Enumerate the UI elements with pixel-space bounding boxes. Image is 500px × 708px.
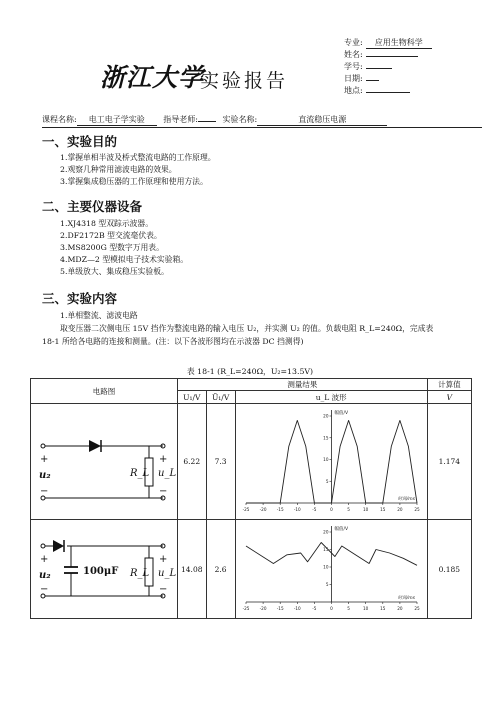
x-tick-label: 15 bbox=[379, 606, 386, 611]
cell-u1-tilde: 7.3 bbox=[206, 404, 235, 520]
y-tick-label: 20 bbox=[322, 529, 329, 535]
section-3-paragraph-cont: 18-1 所给各电路的连接和测量。(注：以下各波形图均在示波器 DC 挡测得) bbox=[42, 337, 304, 346]
x-tick-label: 20 bbox=[396, 606, 403, 611]
y-tick-label: 20 bbox=[322, 413, 329, 419]
y-tick-label: 5 bbox=[325, 478, 329, 484]
y-tick-label: 10 bbox=[322, 564, 329, 570]
x-tick-label: 5 bbox=[346, 606, 350, 611]
section-2-list bbox=[60, 218, 188, 278]
cell-wave-1 bbox=[235, 404, 427, 520]
y-tick-label: 5 bbox=[325, 582, 329, 587]
x-tick-label: 10 bbox=[362, 606, 369, 611]
section-1-title: 一、实验目的 bbox=[42, 134, 118, 149]
measurement-table bbox=[30, 378, 472, 619]
out-plus: + bbox=[159, 554, 168, 565]
x-axis-label: 时间/ms bbox=[397, 596, 415, 601]
x-tick-label: 0 bbox=[329, 606, 333, 611]
x-tick-label: 10 bbox=[362, 507, 369, 512]
x-tick-label: -25 bbox=[242, 507, 250, 512]
section-3-subtitle: 1.单相整流、滤波电路 bbox=[60, 311, 138, 320]
header-circuit: 电路图 bbox=[31, 379, 178, 404]
list-item: 4.MDZ—2 型模拟电子技术实验箱。 bbox=[60, 255, 189, 264]
exp-value: 直流稳压电源 bbox=[257, 114, 387, 126]
circuit-halfwave bbox=[31, 404, 178, 520]
cell-wave-2 bbox=[235, 520, 427, 619]
section-2-title: 二、主要仪器设备 bbox=[42, 199, 143, 214]
x-tick-label: -5 bbox=[311, 606, 317, 611]
list-item: 2.DF2172B 型交流毫伏表。 bbox=[60, 231, 162, 240]
u2-label: u₂ bbox=[39, 470, 51, 481]
x-tick-label: -15 bbox=[276, 507, 284, 512]
course-line bbox=[42, 114, 482, 126]
plus-terminal: + bbox=[40, 454, 49, 465]
circuit-filter bbox=[31, 520, 178, 619]
diode-icon bbox=[89, 440, 101, 452]
x-axis-label: 时间/ms bbox=[397, 497, 415, 502]
diode-icon bbox=[53, 540, 64, 552]
cell-calc: 0.185 bbox=[427, 520, 471, 619]
info-date: 日期: bbox=[344, 73, 494, 85]
list-item: 3.掌握集成稳压器的工作原理和使用方法。 bbox=[60, 177, 208, 186]
exp-label: 实验名称: bbox=[222, 115, 258, 124]
minus-terminal: − bbox=[40, 584, 49, 595]
x-tick-label: 20 bbox=[396, 507, 403, 512]
course-value: 电工电子学实验 bbox=[77, 114, 157, 126]
subheader-u1-tilde: Ũ₁/V bbox=[206, 391, 235, 404]
y-axis-label: 幅值/V bbox=[334, 411, 348, 416]
student-info bbox=[344, 37, 494, 97]
header-calc: 计算值 bbox=[427, 379, 471, 391]
table-row bbox=[31, 404, 472, 520]
y-tick-label: 10 bbox=[322, 457, 329, 462]
rl-label: R_L bbox=[130, 468, 150, 479]
ul-label: u_L bbox=[158, 568, 177, 579]
cell-calc: 1.174 bbox=[427, 404, 471, 520]
out-minus: − bbox=[159, 486, 168, 497]
x-tick-label: -15 bbox=[276, 606, 284, 611]
section-3-title: 三、实验内容 bbox=[42, 291, 118, 306]
capacitor-label: 100μF bbox=[83, 566, 119, 577]
filter-circuit-diagram bbox=[31, 520, 177, 616]
report-title: 实验报告 bbox=[200, 70, 289, 92]
x-tick-label: 25 bbox=[414, 507, 420, 512]
cell-u1-tilde: 2.6 bbox=[206, 520, 235, 619]
waveform-chart-2 bbox=[236, 520, 427, 616]
x-tick-label: -5 bbox=[311, 507, 317, 512]
rl-label: R_L bbox=[130, 568, 150, 579]
subheader-u1: U₁/V bbox=[178, 391, 207, 404]
x-tick-label: 15 bbox=[379, 507, 386, 512]
cell-u1: 14.08 bbox=[178, 520, 207, 619]
x-tick-label: -10 bbox=[293, 606, 301, 611]
cell-u1: 6.22 bbox=[178, 404, 207, 520]
x-tick-label: 25 bbox=[414, 606, 420, 611]
list-item: 1.XJ4318 型双踪示波器。 bbox=[60, 219, 154, 228]
info-student-id: 学号: bbox=[344, 61, 494, 73]
list-item: 3.MS8200G 型数字万用表。 bbox=[60, 243, 164, 252]
y-tick-label: 15 bbox=[322, 547, 329, 552]
teacher-value bbox=[198, 121, 216, 122]
section-3-paragraph: 取变压器二次侧电压 15V 挡作为整流电路的输入电压 U₂，并实测 U₂ 的值。负载电阻 R_L=240Ω，完成表 bbox=[60, 324, 434, 333]
x-tick-label: -25 bbox=[242, 606, 250, 611]
u2-label: u₂ bbox=[39, 570, 51, 581]
waveform-chart-1 bbox=[236, 404, 427, 517]
plus-terminal: + bbox=[40, 554, 49, 565]
ul-label: u_L bbox=[158, 468, 177, 479]
info-name: 姓名: bbox=[344, 49, 494, 61]
subheader-v: V bbox=[427, 391, 471, 404]
out-plus: + bbox=[159, 454, 168, 465]
header-measure: 测量结果 bbox=[178, 379, 428, 391]
university-logo: 浙江大学 bbox=[100, 63, 205, 92]
y-axis-label: 幅值/V bbox=[334, 527, 348, 532]
course-label: 课程名称: bbox=[42, 115, 77, 124]
section-1-list bbox=[60, 152, 216, 188]
x-tick-label: -10 bbox=[293, 507, 301, 512]
x-tick-label: 0 bbox=[329, 507, 333, 512]
list-item: 2.观察几种常用滤波电路的效果。 bbox=[60, 165, 177, 174]
y-tick-label: 15 bbox=[322, 435, 329, 441]
list-item: 5.单级放大、集成稳压实验板。 bbox=[60, 267, 169, 276]
x-tick-label: -20 bbox=[259, 606, 267, 611]
info-major: 专业: 应用生物科学 bbox=[344, 37, 494, 49]
out-minus: − bbox=[159, 584, 168, 595]
list-item: 1.掌握单相半波及桥式整流电路的工作原理。 bbox=[60, 153, 216, 162]
halfwave-circuit-diagram bbox=[31, 404, 177, 517]
minus-terminal: − bbox=[40, 486, 49, 497]
info-location: 地点: bbox=[344, 85, 494, 97]
x-tick-label: -20 bbox=[259, 507, 267, 512]
table-caption: 表 18-1 (R_L=240Ω，U₂=13.5V) bbox=[186, 367, 314, 376]
teacher-label: 指导老师: bbox=[163, 115, 198, 124]
table-row bbox=[31, 520, 472, 619]
subheader-wave: u_L 波形 bbox=[235, 391, 427, 404]
x-tick-label: 5 bbox=[346, 507, 350, 512]
header-divider bbox=[42, 127, 482, 128]
